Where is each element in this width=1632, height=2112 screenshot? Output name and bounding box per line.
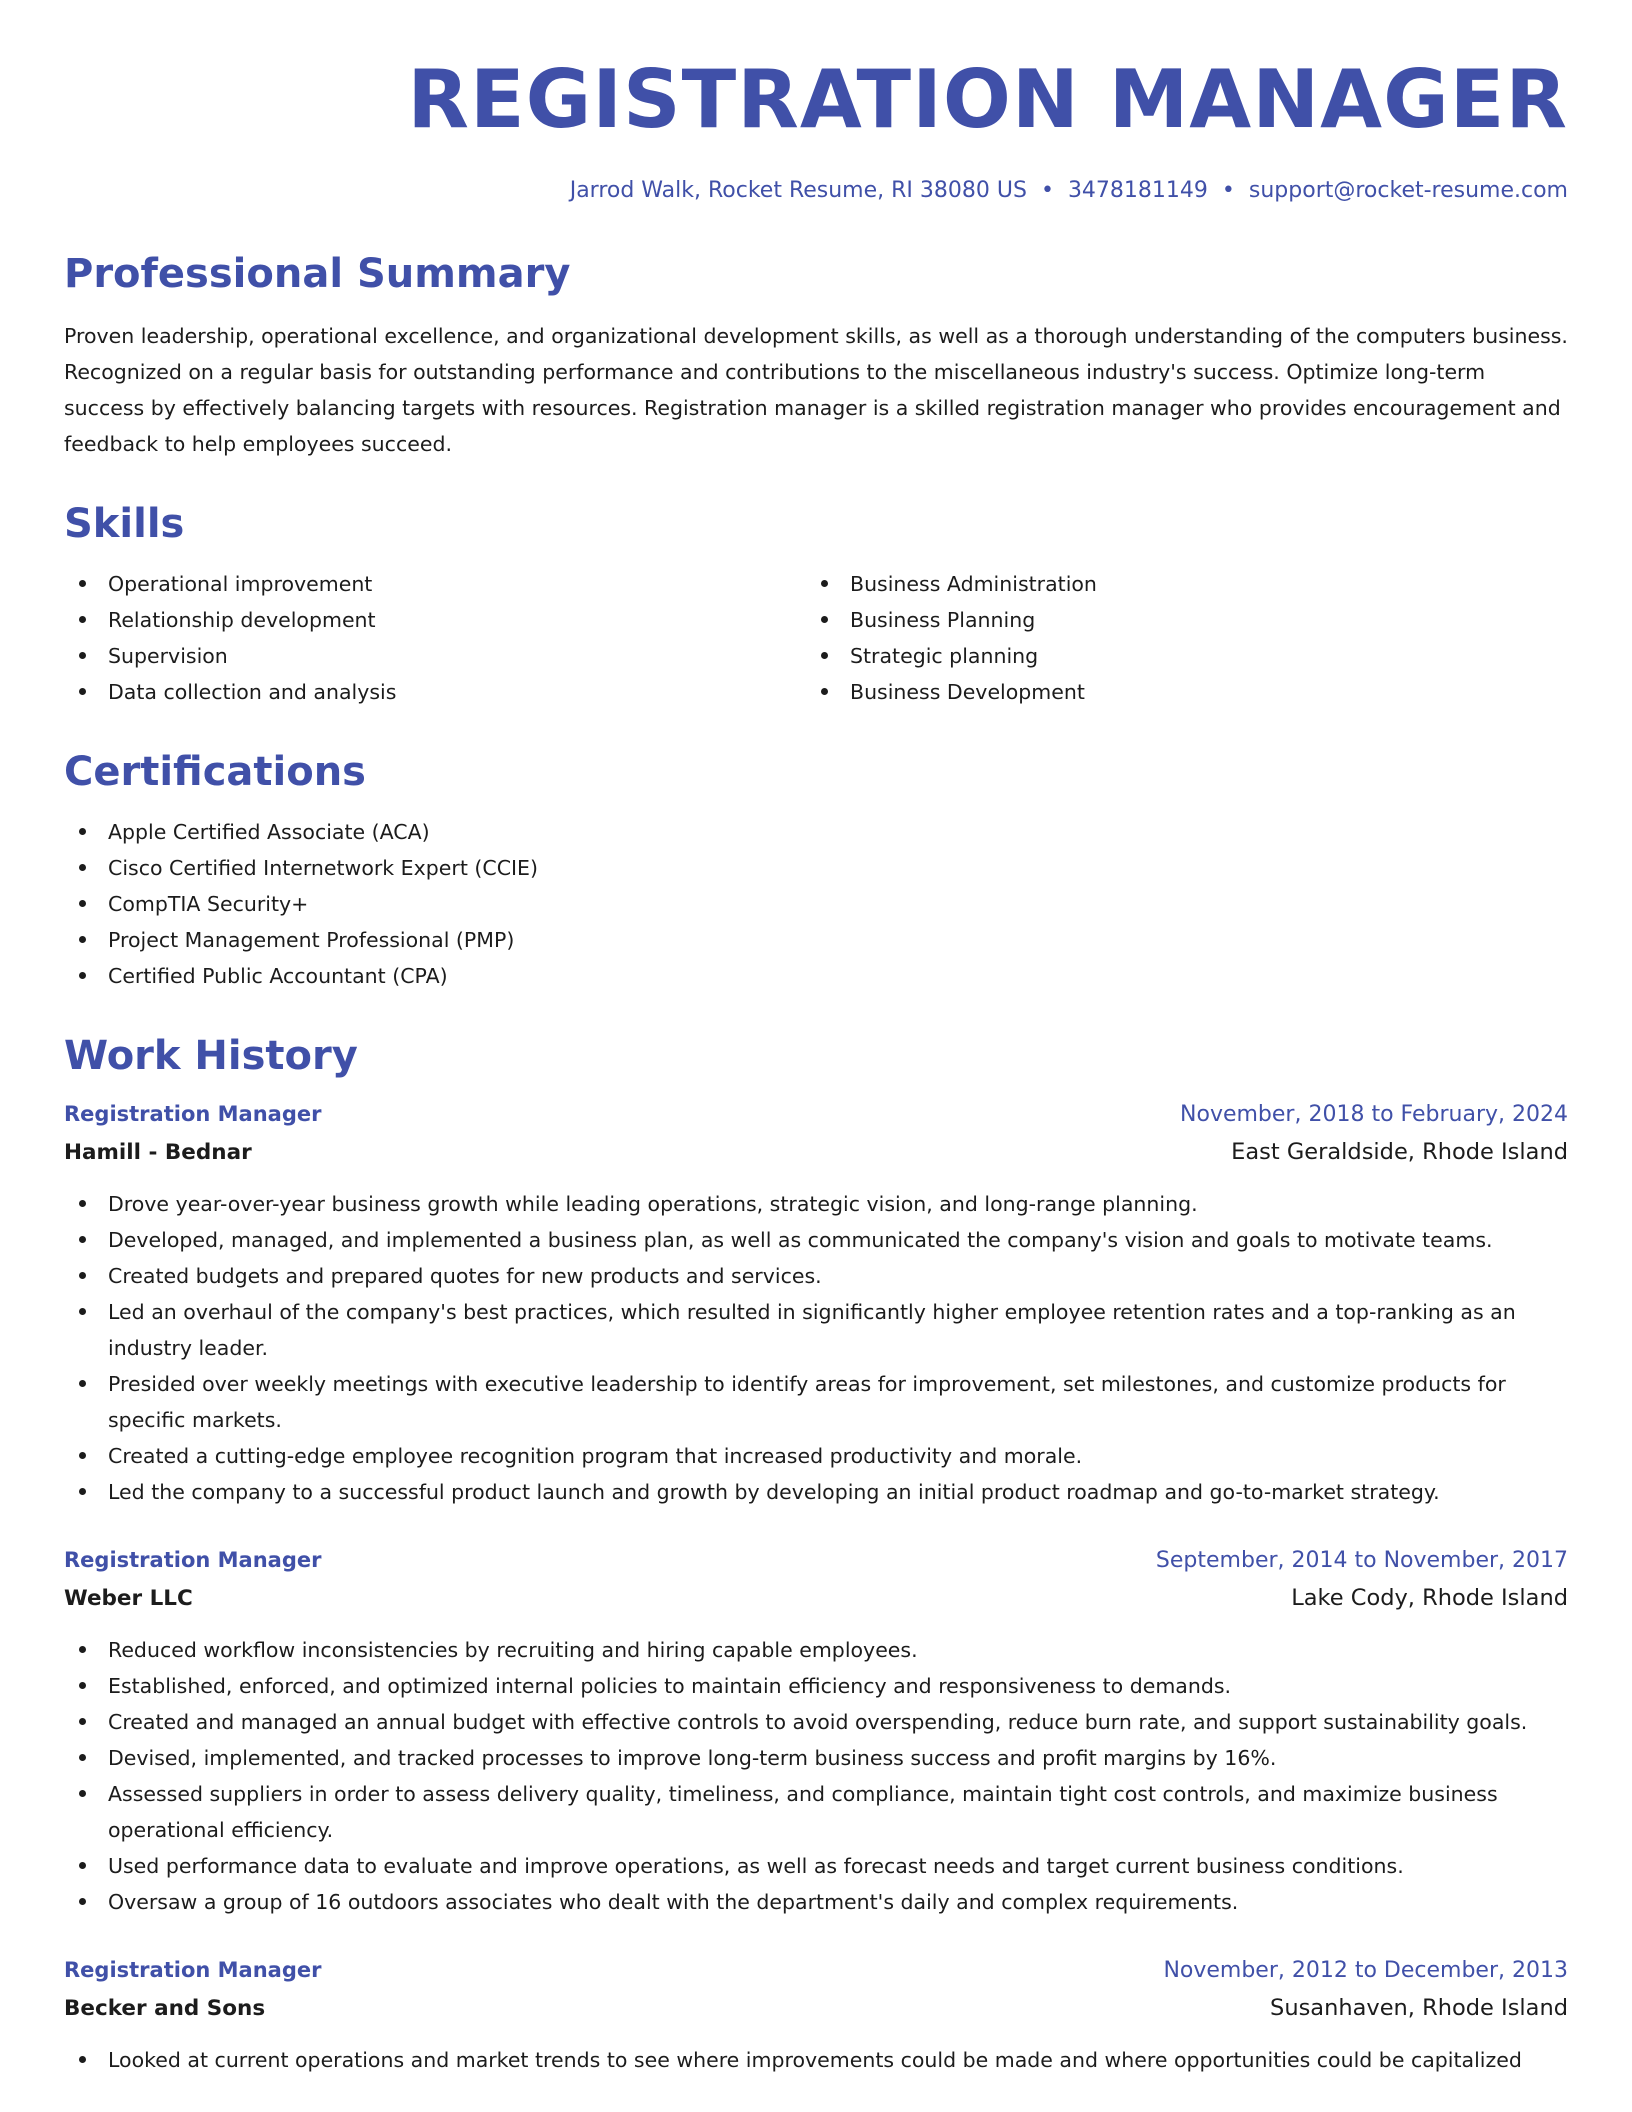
skills-list-left [64, 566, 806, 710]
job-bullet: Developed, managed, and implemented a business plan, as well as communicated the company's vision and goals to motivate teams. [64, 1222, 1568, 1258]
section-heading-summary: Professional Summary [64, 251, 571, 297]
job-company: Weber LLC [64, 1586, 193, 1611]
contact-separator: • [1221, 178, 1235, 203]
job-title: Registration Manager [64, 1958, 322, 1982]
job-location: East Geraldside, Rhode Island [1231, 1139, 1568, 1165]
skills-grid [64, 566, 1568, 710]
job-location: Lake Cody, Rhode Island [1291, 1585, 1568, 1611]
job-bullets [64, 1186, 1568, 1510]
contact-phone: 3478181149 [1067, 178, 1208, 203]
job-subheader [64, 1579, 1568, 1618]
job-bullet: Established, enforced, and optimized internal policies to maintain efficiency and responsiveness to demands. [64, 1668, 1568, 1704]
skill-item: Business Development [806, 674, 1548, 710]
job-company: Hamill - Bednar [64, 1140, 252, 1165]
job-bullet: Created budgets and prepared quotes for new products and services. [64, 1258, 1568, 1294]
job-bullet: Led an overhaul of the company's best practices, which resulted in significantly higher employee retention rates and a top-ranking as an industry leader. [64, 1294, 1568, 1366]
job-bullets [64, 1632, 1568, 1920]
skill-item: Relationship development [64, 602, 806, 638]
contact-line [64, 180, 1568, 202]
job-bullet: Assessed suppliers in order to assess delivery quality, timeliness, and compliance, maintain tight cost controls, and maximize business operational efficiency. [64, 1776, 1568, 1848]
job-header [64, 1096, 1568, 1133]
summary-text: Proven leadership, operational excellence, and organizational development skills, as well as a thorough understanding of the computers business. Recognized on a regular basis for outstanding performance and contributions to the miscellaneous industry's success. Optimize long-term success by effectively balancing targets with resources. Registration manager is a skilled registration manager who provides encouragement and feedback to help employees succeed. [64, 324, 1568, 456]
job-dates: November, 2012 to December, 2013 [1163, 1958, 1568, 1983]
skill-item: Data collection and analysis [64, 674, 806, 710]
contact-email: support@rocket-resume.com [1248, 178, 1568, 203]
certifications-list [64, 814, 1568, 994]
section-heading-skills: Skills [64, 501, 185, 547]
certification-item: Project Management Professional (PMP) [64, 922, 1568, 958]
skills-list-right [806, 566, 1548, 710]
resume-title: REGISTRATION MANAGER [407, 53, 1568, 146]
job-bullet: Led the company to a successful product launch and growth by developing an initial product roadmap and go-to-market strategy. [64, 1474, 1568, 1510]
job-company: Becker and Sons [64, 1996, 266, 2021]
certification-item: CompTIA Security+ [64, 886, 1568, 922]
section-heading-certifications: Certifications [64, 749, 366, 795]
job-header [64, 1542, 1568, 1579]
job-bullet: Used performance data to evaluate and improve operations, as well as forecast needs and target current business conditions. [64, 1848, 1568, 1884]
job-entry [64, 1952, 1568, 2078]
job-bullet: Reduced workflow inconsistencies by recruiting and hiring capable employees. [64, 1632, 1568, 1668]
job-dates: November, 2018 to February, 2024 [1180, 1102, 1568, 1127]
contact-address: Jarrod Walk, Rocket Resume, RI 38080 US [569, 178, 1027, 203]
job-entry [64, 1542, 1568, 1920]
contact-separator: • [1040, 178, 1054, 203]
skill-item: Operational improvement [64, 566, 806, 602]
job-subheader [64, 1133, 1568, 1172]
job-title: Registration Manager [64, 1548, 322, 1572]
job-dates: September, 2014 to November, 2017 [1155, 1548, 1568, 1573]
job-header [64, 1952, 1568, 1989]
job-subheader [64, 1989, 1568, 2028]
skill-item: Supervision [64, 638, 806, 674]
section-heading-work-history: Work History [64, 1033, 358, 1079]
certification-item: Certified Public Accountant (CPA) [64, 958, 1568, 994]
job-bullet: Devised, implemented, and tracked processes to improve long-term business success and profit margins by 16%. [64, 1740, 1568, 1776]
job-title: Registration Manager [64, 1102, 322, 1126]
certification-item: Cisco Certified Internetwork Expert (CCIE) [64, 850, 1568, 886]
skill-item: Business Planning [806, 602, 1548, 638]
job-bullet: Looked at current operations and market trends to see where improvements could be made and where opportunities could be capitalized [64, 2042, 1568, 2078]
skill-item: Strategic planning [806, 638, 1548, 674]
certification-item: Apple Certified Associate (ACA) [64, 814, 1568, 850]
job-bullet: Presided over weekly meetings with executive leadership to identify areas for improvement, set milestones, and customize products for specific markets. [64, 1366, 1568, 1438]
job-entry [64, 1096, 1568, 1510]
skill-item: Business Administration [806, 566, 1548, 602]
job-bullet: Created and managed an annual budget with effective controls to avoid overspending, reduce burn rate, and support sustainability goals. [64, 1704, 1568, 1740]
job-bullets [64, 2042, 1568, 2078]
job-bullet: Drove year-over-year business growth while leading operations, strategic vision, and long-range planning. [64, 1186, 1568, 1222]
job-bullet: Oversaw a group of 16 outdoors associates who dealt with the department's daily and complex requirements. [64, 1884, 1568, 1920]
job-location: Susanhaven, Rhode Island [1270, 1995, 1568, 2021]
job-bullet: Created a cutting-edge employee recognition program that increased productivity and morale. [64, 1438, 1568, 1474]
